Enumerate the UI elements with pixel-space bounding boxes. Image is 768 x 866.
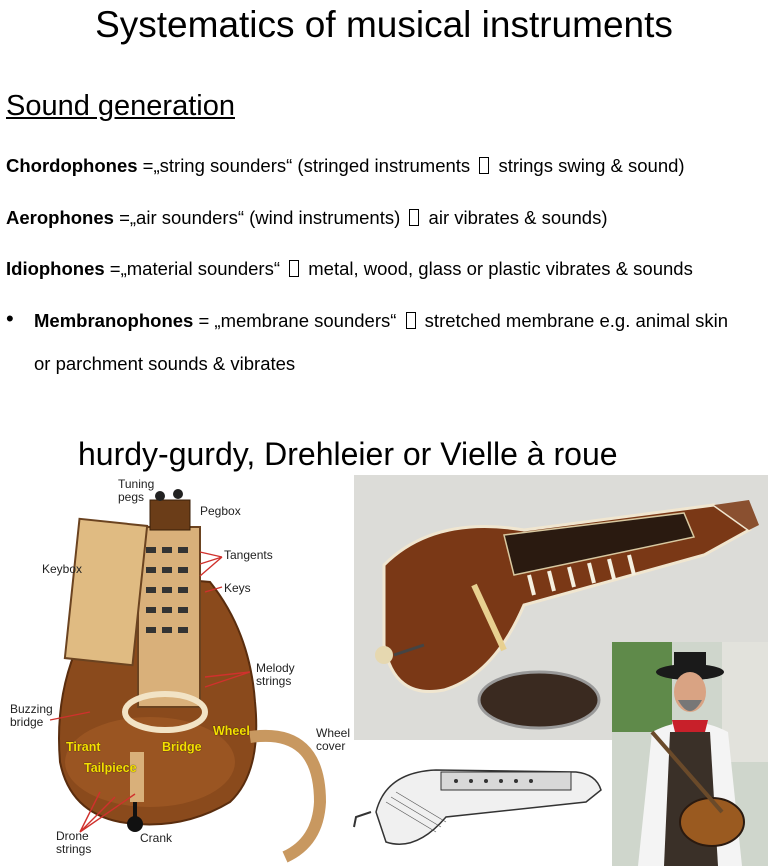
label-pegbox: Pegbox [200,504,241,518]
label-bridge: Bridge [162,740,202,754]
hurdy-gurdy-diagram [0,472,350,866]
label-tirant: Tirant [66,740,101,754]
label-wheel: Wheel [213,724,250,738]
label-wheel-cover: Wheel cover [316,726,351,753]
label-drone-strings: Drone strings [56,829,92,856]
label-tangents: Tangents [224,548,273,562]
label-buzzing-bridge: Buzzing bridge [10,702,53,729]
aerophones-line: Aerophones =„air sounders“ (wind instruments) air vibrates & sounds) [6,207,608,228]
chordophones-line: Chordophones =„string sounders“ (stringed instruments strings swing & sound) [6,155,685,176]
missing-glyph-icon [409,209,419,226]
membranophones-line-2: or parchment sounds & vibrates [34,353,296,374]
slide-title: Systematics of musical instruments [95,4,673,45]
player-photo [612,642,768,866]
section-heading: Sound generation [6,90,235,122]
term: Idiophones [6,258,105,279]
label-crank: Crank [140,831,173,845]
term: Aerophones [6,207,114,228]
missing-glyph-icon [289,260,299,277]
missing-glyph-icon [406,312,416,329]
hurdy-gurdy-engraving [346,742,610,866]
label-tailpiece: Tailpiece [84,761,137,775]
term: Chordophones [6,155,138,176]
label-keybox: Keybox [42,562,83,576]
bullet-dot-icon: • [6,306,14,331]
membranophones-line: Membranophones = „membrane sounders“ stretched membrane e.g. animal skin [34,310,729,331]
label-tuning-pegs: Tuning pegs [118,477,155,504]
hurdy-gurdy-heading: hurdy-gurdy, Drehleier or Vielle à roue [78,436,618,472]
label-keys: Keys [224,581,251,595]
missing-glyph-icon [479,157,489,174]
term: Membranophones [34,310,194,331]
idiophones-line: Idiophones =„material sounders“ metal, wood, glass or plastic vibrates & sounds [6,258,693,279]
label-melody-strings: Melody strings [256,661,295,688]
